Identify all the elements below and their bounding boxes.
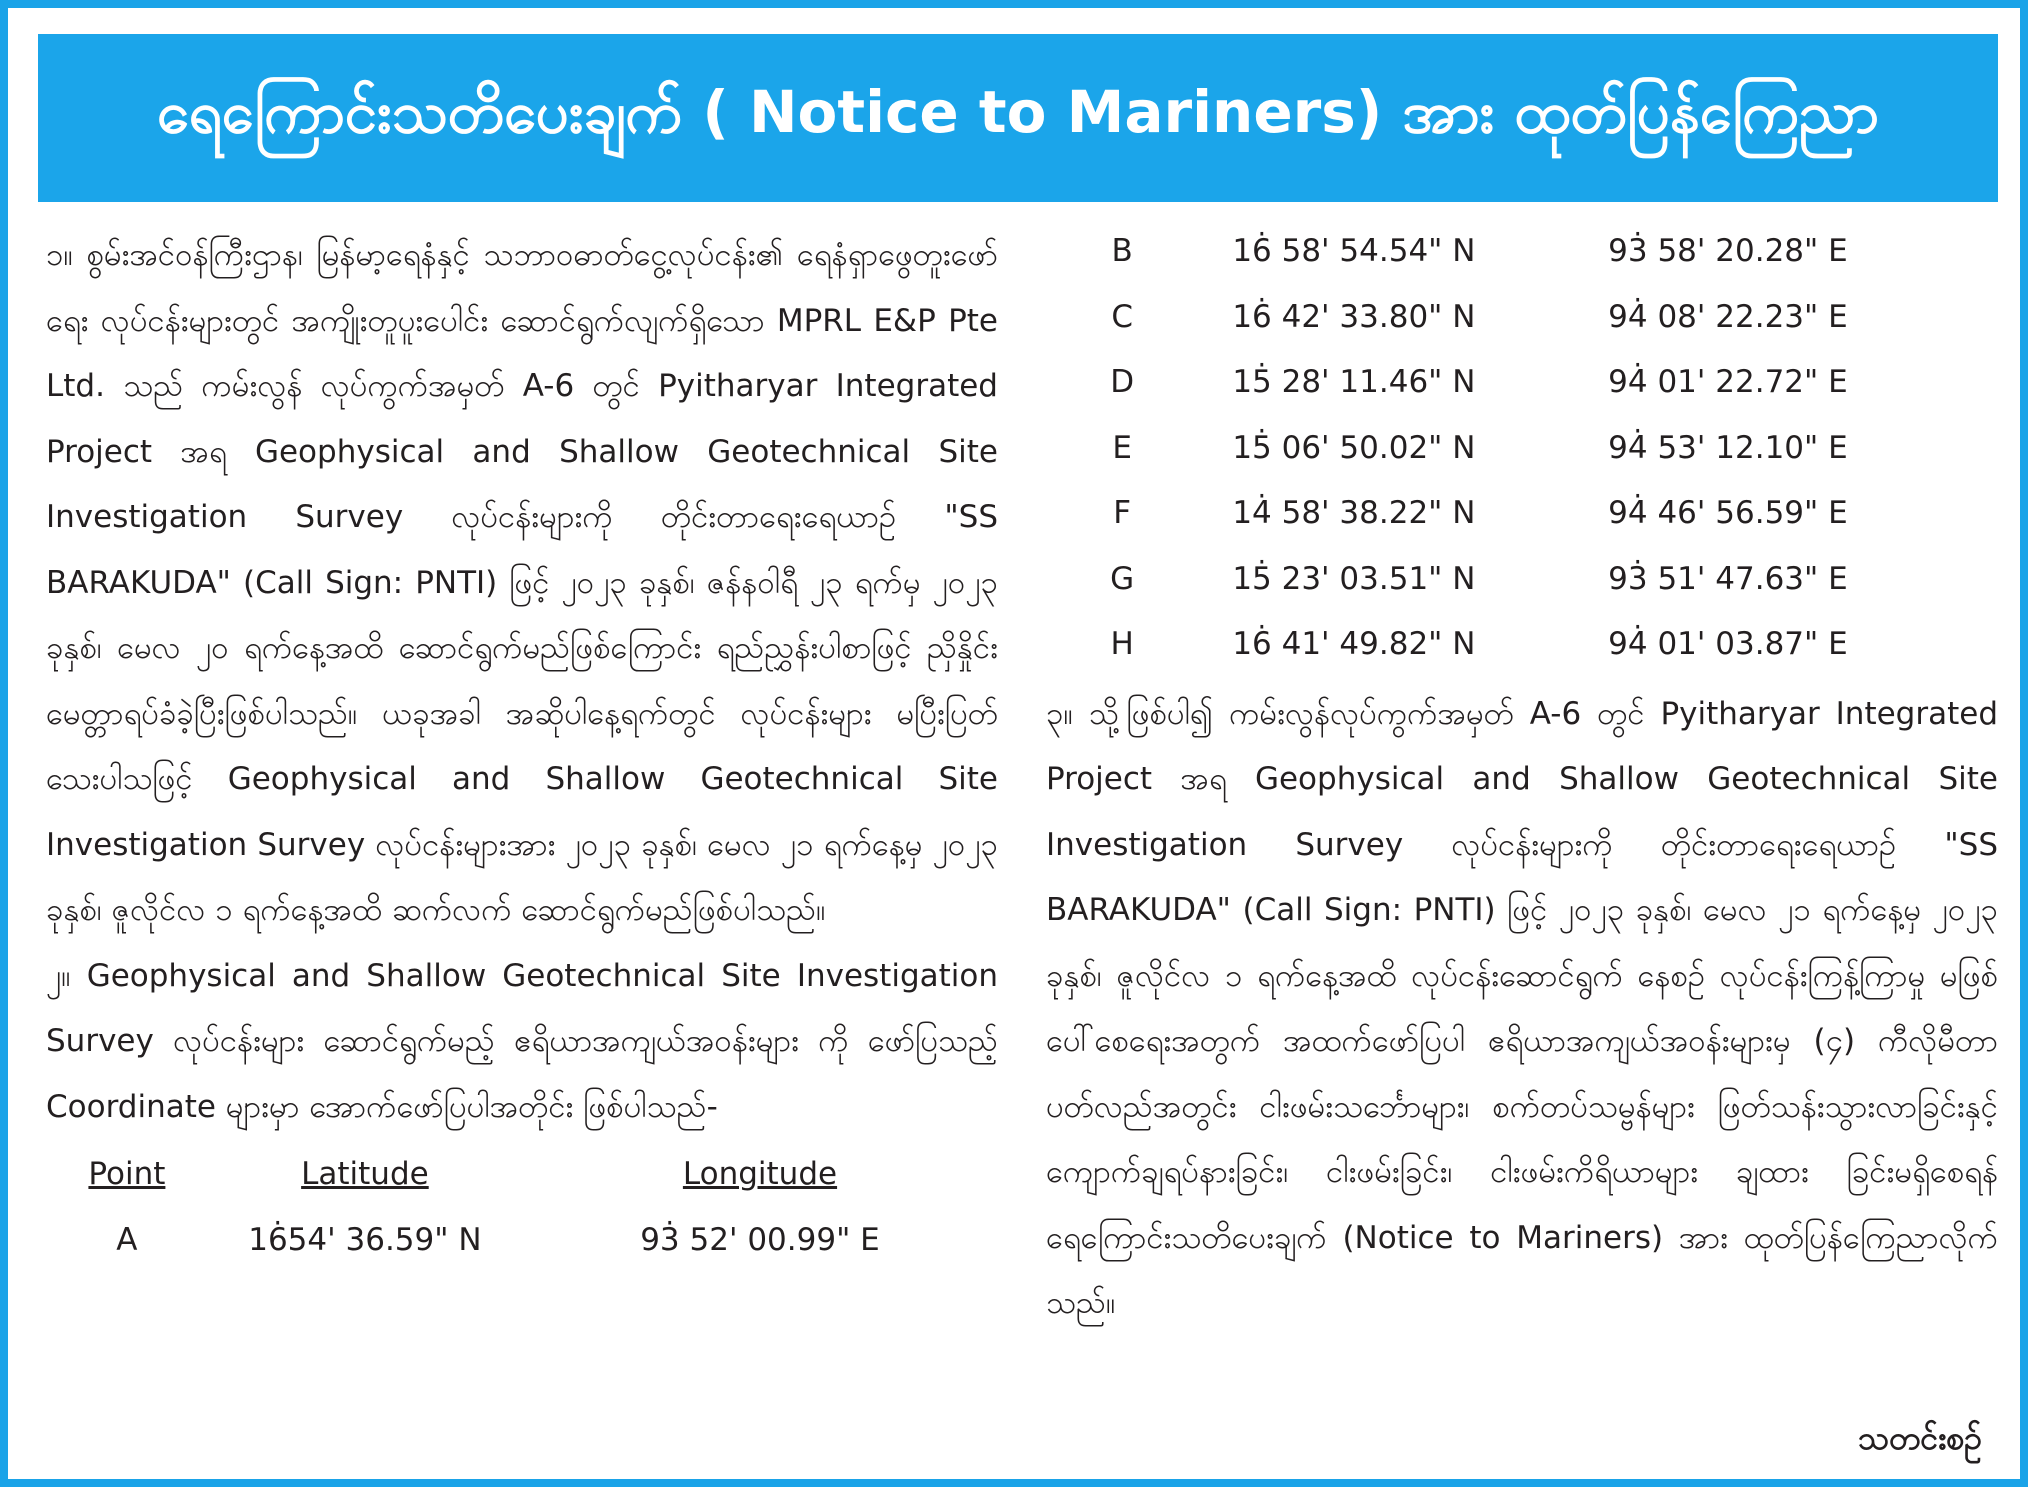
point-cell: G (1110, 560, 1135, 597)
left-column (46, 223, 998, 1273)
paragraph-1: ၁။ စွမ်းအင်ဝန်ကြီးဌာန၊ မြန်မာ့ရေနံနှင့် သဘာဝဓာတ်ငွေ့လုပ်ငန်း၏ ရေနံရှာဖွေတူးဖော်ရေး လုပ်ငန်းများတွင် အကျိုးတူပူးပေါင်း ဆောင်ရွက်လျက်ရှိသော MPRL E&P Pte Ltd. သည် ကမ်းလွန် လုပ်ကွက်အမှတ် A-6 တွင် Pyitharyar Integrated Project အရ Geophysical and Shallow Geotechnical Site Investigation Survey လုပ်ငန်းများကို တိုင်းတာရေးရေယာဉ် "SS BARAKUDA" (Call Sign: PNTI) ဖြင့် ၂၀၂၃ ခုနှစ်၊ ဇန်နဝါရီ ၂၃ ရက်မှ ၂၀၂၃ ခုနှစ်၊ မေလ ၂၀ ရက်နေ့အထိ ဆောင်ရွက်မည်ဖြစ်ကြောင်း ရည်ညွှန်းပါစာဖြင့် ညှိနှိုင်းမေတ္တာရပ်ခံခဲ့ပြီးဖြစ်ပါသည်။ ယခုအခါ အဆိုပါနေ့ရက်တွင် လုပ်ငန်းများ မပြီးပြတ်သေးပါသဖြင့် Geophysical and Shallow Geotechnical Site Investigation Survey လုပ်ငန်းများအား ၂၀၂၃ ခုနှစ်၊ မေလ ၂၁ ရက်နေ့မှ ၂၀၂၃ ခုနှစ်၊ ဇူလိုင်လ ၁ ရက်နေ့အထိ ဆက်လက် ဆောင်ရွက်မည်ဖြစ်ပါသည်။ (46, 237, 998, 928)
header-point: Point (88, 1156, 166, 1192)
longitude-cell: 93̇ 51' 47.63" E (1608, 560, 1848, 597)
point-cell: H (1110, 626, 1134, 662)
paragraph-3: ၃။ သို့ဖြစ်ပါ၍ ကမ်းလွန်လုပ်ကွက်အမှတ် A-6 တွင် Pyitharyar Integrated Project အရ Geophysical and Shallow Geotechnical Site Investigation Survey လုပ်ငန်းများကို တိုင်းတာရေးရေယာဉ် "SS BARAKUDA" (Call Sign: PNTI) ဖြင့် ၂၀၂၃ ခုနှစ်၊ မေလ ၂၁ ရက်နေ့မှ ၂၀၂၃ ခုနှစ်၊ ဇူလိုင်လ ၁ ရက်နေ့အထိ လုပ်ငန်းဆောင်ရွက် နေစဉ် လုပ်ငန်းကြန့်ကြာမှု မဖြစ်ပေါ်စေရေးအတွက် အထက်ဖော်ပြပါ ဧရိယာအကျယ်အဝန်းများမှ (၄) ကီလိုမီတာပတ်လည်အတွင်း ငါးဖမ်းသင်္ဘောများ၊ စက်တပ်သမ္ဗန်များ ဖြတ်သန်းသွားလာခြင်းနှင့် ကျောက်ချရပ်နားခြင်း၊ ငါးဖမ်းခြင်း၊ ငါးဖမ်းကိရိယာများ ချထား ခြင်းမရှိစေရန် ရေကြောင်းသတိပေးချက် (Notice to Mariners) အား ထုတ်ပြန်ကြေညာလိုက်သည်။ (1046, 695, 1998, 1321)
signature: သတင်းစဉ် (1858, 1419, 1982, 1457)
table-row (1046, 416, 1998, 482)
table-header-row (46, 1142, 998, 1208)
table-row (1046, 547, 1998, 613)
point-cell: B (1111, 233, 1133, 269)
point-cell: F (1113, 495, 1132, 531)
longitude-cell: 94̇ 08' 22.23" E (1608, 298, 1848, 335)
coordinate-table-continued (1046, 219, 1998, 678)
longitude-cell: 94̇ 01' 22.72" E (1608, 364, 1848, 400)
header-longitude: Longitude (682, 1156, 838, 1192)
latitude-cell: 16̇ 41' 49.82" N (1232, 626, 1476, 662)
latitude-cell: 14̇ 58' 38.22" N (1232, 495, 1476, 531)
coordinate-table-header (46, 1142, 998, 1273)
latitude-cell: 16̇ 42' 33.80" N (1232, 298, 1476, 335)
point-cell: A (116, 1221, 138, 1258)
longitude-cell: 93̇ 58' 20.28" E (1608, 233, 1848, 269)
table-row (1046, 481, 1998, 547)
latitude-cell: 16̇54' 36.59" N (248, 1221, 482, 1258)
latitude-cell: 15̇ 06' 50.02" N (1232, 429, 1476, 466)
longitude-cell: 93̇ 52' 00.99" E (640, 1221, 880, 1258)
longitude-cell: 94̇ 01' 03.87" E (1608, 626, 1848, 662)
longitude-cell: 94̇ 46' 56.59" E (1608, 495, 1848, 531)
header-latitude: Latitude (301, 1156, 429, 1192)
table-row (1046, 612, 1998, 678)
latitude-cell: 16̇ 58' 54.54" N (1232, 233, 1476, 269)
point-cell: D (1110, 364, 1135, 400)
paragraph-2: ၂။ Geophysical and Shallow Geotechnical Site Investigation Survey လုပ်ငန်းများ ဆောင်ရွက်မည့် ဧရိယာအကျယ်အဝန်းများ ကို ဖော်ပြသည့် Coordinate များမှာ အောက်ဖော်ပြပါအတိုင်း ဖြစ်ပါသည်- (46, 957, 998, 1125)
latitude-cell: 15̇ 23' 03.51" N (1232, 560, 1476, 597)
table-row (46, 1208, 998, 1274)
notice-title: ရေကြောင်းသတိပေးချက် ( Notice to Mariners) အား ထုတ်ပြန်ကြေညာ (157, 77, 1879, 146)
table-row (1046, 219, 1998, 285)
longitude-cell: 94̇ 53' 12.10" E (1608, 429, 1848, 466)
point-cell: E (1112, 429, 1132, 466)
latitude-cell: 15̇ 28' 11.46" N (1232, 364, 1476, 400)
point-cell: C (1111, 298, 1133, 335)
right-column (1046, 223, 1998, 1337)
table-row (1046, 350, 1998, 416)
notice-banner (38, 34, 1998, 202)
table-row (1046, 285, 1998, 351)
